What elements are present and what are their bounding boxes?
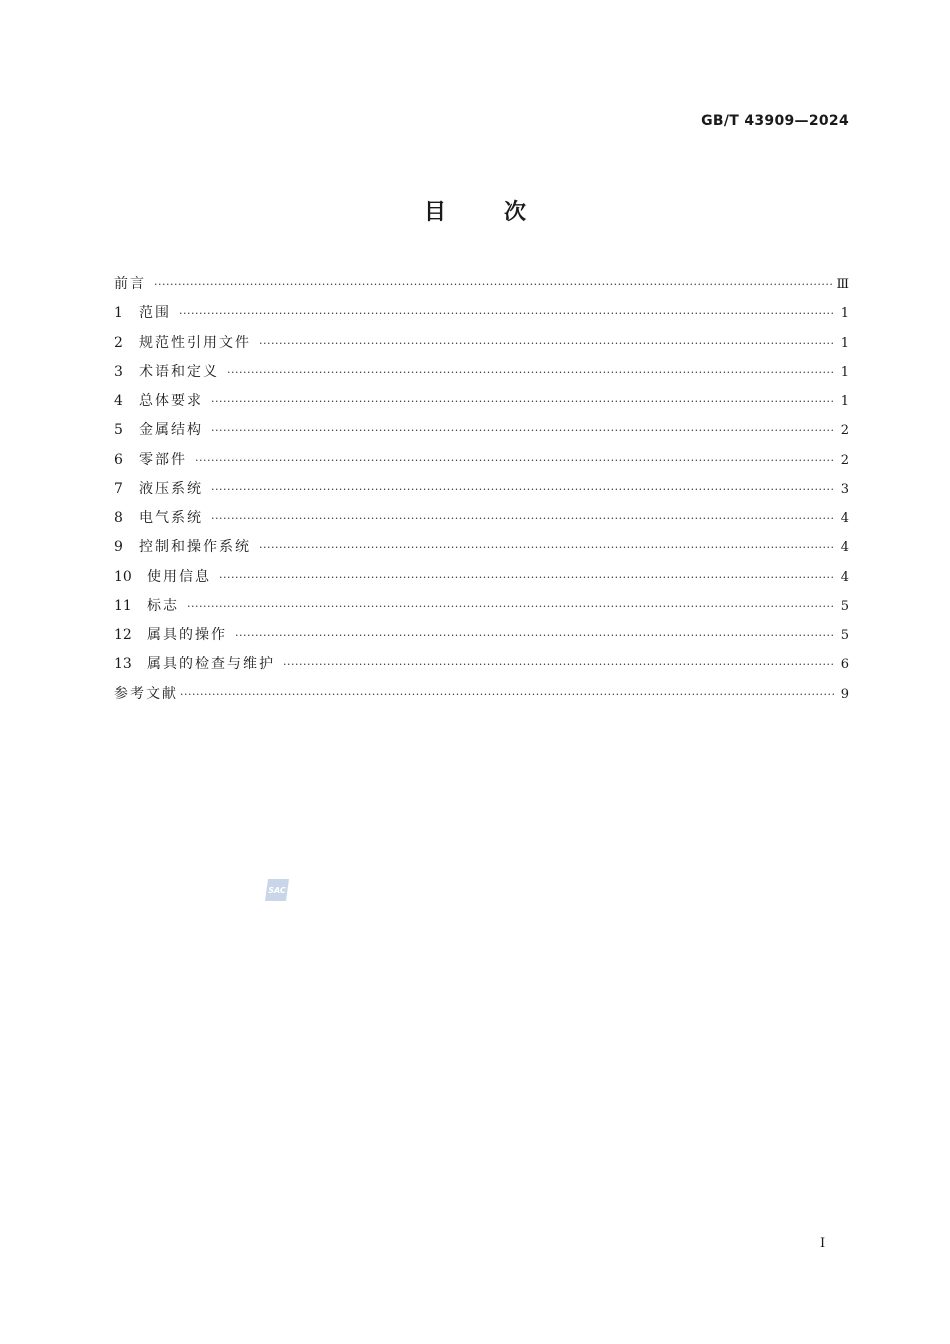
toc-entry-10[interactable] — [114, 563, 849, 592]
toc-entry-page: 5 — [840, 628, 849, 643]
toc-entry-5[interactable] — [114, 416, 849, 445]
dot-leader — [211, 504, 835, 533]
toc-entry-label: 控制和操作系统 — [139, 539, 251, 556]
dot-leader — [211, 475, 835, 504]
toc-entry-page: 1 — [840, 306, 849, 322]
toc-entry-6[interactable] — [114, 446, 849, 475]
toc-entry-number: 11 — [114, 597, 132, 614]
toc-entry-number: 12 — [114, 627, 132, 643]
toc-entry-number: 1 — [114, 305, 123, 322]
toc-entry-label: 金属结构 — [139, 422, 203, 439]
toc-entry-13[interactable] — [114, 650, 849, 679]
toc-entry-7[interactable] — [114, 475, 849, 504]
dot-leader — [211, 387, 835, 416]
toc-entry-page: 4 — [840, 540, 849, 556]
toc-entry-page: 1 — [840, 364, 849, 380]
standard-number: GB/T 43909—2024 — [701, 113, 849, 129]
dot-leader — [154, 270, 832, 299]
toc-entry-number: 2 — [114, 334, 123, 351]
toc-entry-label: 属具的操作 — [147, 627, 227, 643]
page-title: 目次 — [423, 200, 584, 225]
toc-entry-page: 4 — [840, 511, 849, 526]
toc-entry-number: 5 — [114, 422, 123, 439]
toc-entry-label: 电气系统 — [139, 510, 203, 526]
toc-entry-1[interactable] — [114, 299, 849, 328]
dot-leader — [219, 563, 835, 592]
toc-entry-page: 5 — [840, 598, 849, 614]
toc-entry-page: 1 — [840, 335, 849, 351]
toc-entry-number: 9 — [114, 539, 123, 556]
toc-entry-number: 8 — [114, 510, 123, 526]
toc-entry-11[interactable] — [114, 592, 849, 621]
dot-leader — [259, 533, 835, 562]
dot-leader — [235, 621, 835, 650]
toc-entry-label: 使用信息 — [147, 568, 211, 585]
toc-entry-number: 13 — [114, 656, 132, 673]
dot-leader — [211, 416, 835, 445]
toc-entry-foreword[interactable] — [114, 270, 849, 299]
toc-entry-label: 液压系统 — [139, 480, 203, 497]
toc-entry-label: 零部件 — [139, 451, 187, 468]
toc-entry-number: 7 — [114, 480, 123, 497]
toc-entry-number: 4 — [114, 393, 123, 409]
toc-entry-label: 术语和定义 — [139, 363, 219, 380]
table-of-contents — [114, 270, 849, 709]
toc-entry-page: 6 — [840, 657, 849, 673]
toc-entry-page: 3 — [840, 481, 849, 497]
toc-entry-8[interactable] — [114, 504, 849, 533]
toc-entry-number: 10 — [114, 568, 132, 585]
toc-entry-label: 范围 — [139, 305, 171, 322]
dot-leader — [195, 446, 835, 475]
toc-entry-label: 标志 — [147, 597, 179, 614]
toc-entry-page: 9 — [840, 686, 849, 702]
toc-entry-number: 3 — [114, 363, 123, 380]
dot-leader — [179, 299, 835, 328]
dot-leader — [259, 329, 835, 358]
dot-leader — [227, 358, 835, 387]
dot-leader — [187, 592, 835, 621]
sac-watermark-logo — [264, 878, 290, 902]
toc-entry-label: 参考文献 — [114, 685, 178, 702]
page-number: I — [820, 1236, 826, 1251]
toc-entry-3[interactable] — [114, 358, 849, 387]
svg-text:SAC: SAC — [268, 886, 286, 895]
toc-entry-label: 规范性引用文件 — [139, 334, 251, 351]
toc-entry-number: 6 — [114, 451, 123, 468]
toc-entry-4[interactable] — [114, 387, 849, 416]
toc-entry-page: 1 — [840, 394, 849, 409]
dot-leader — [180, 680, 835, 709]
toc-entry-page: 2 — [840, 452, 849, 468]
toc-entry-12[interactable] — [114, 621, 849, 650]
toc-entry-page: 4 — [840, 569, 849, 585]
toc-entry-label: 前言 — [114, 276, 146, 292]
toc-entry-label: 总体要求 — [139, 393, 203, 409]
toc-entry-9[interactable] — [114, 533, 849, 562]
dot-leader — [283, 650, 835, 679]
toc-entry-bibliography[interactable] — [114, 680, 849, 709]
toc-entry-page: Ⅲ — [836, 277, 849, 292]
toc-entry-2[interactable] — [114, 329, 849, 358]
toc-entry-label: 属具的检查与维护 — [147, 656, 275, 673]
toc-entry-page: 2 — [840, 423, 849, 439]
